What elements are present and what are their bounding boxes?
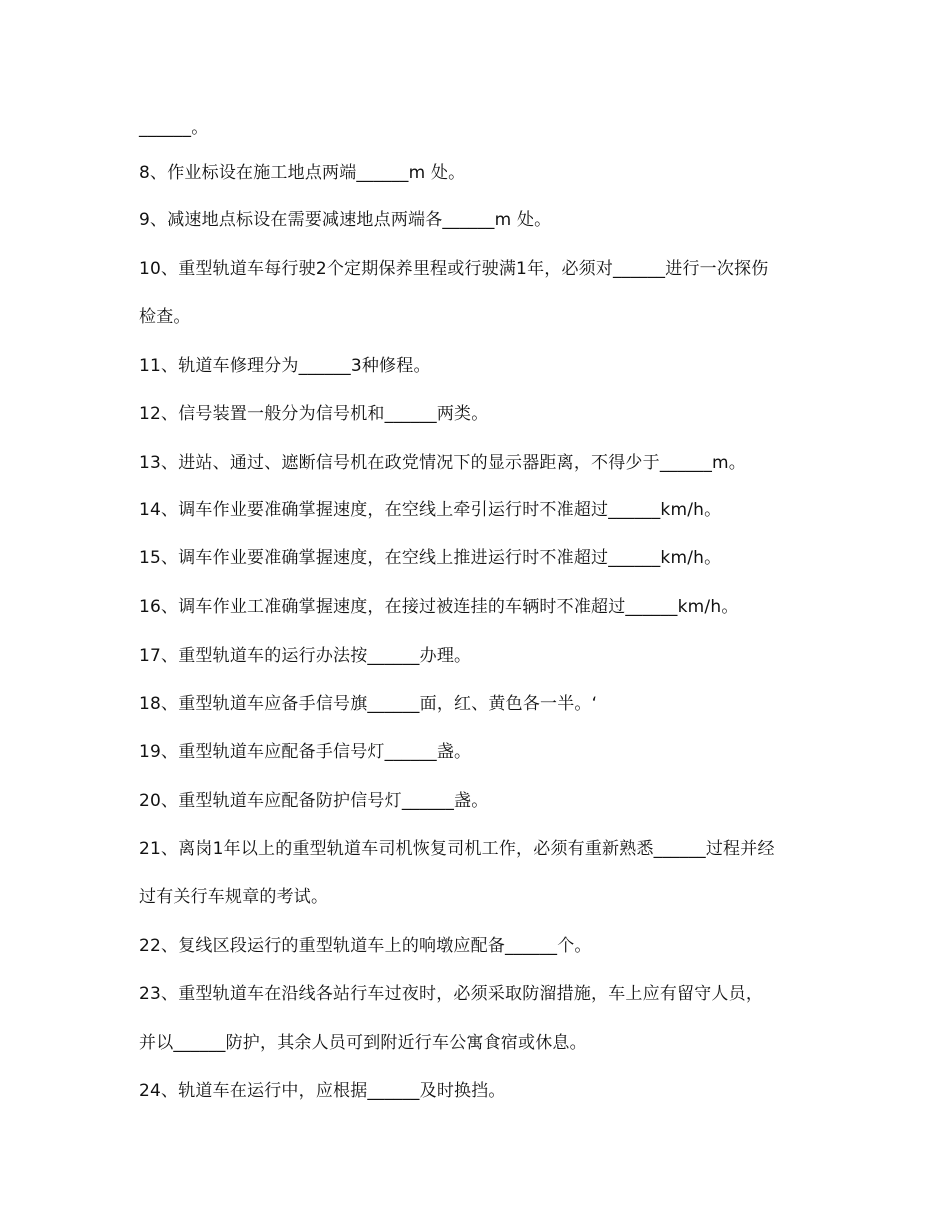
question-19: 19、重型轨道车应配备手信号灯______盏。 <box>139 742 472 762</box>
text-line-continuation: ______。 <box>139 118 209 138</box>
question-11: 11、轨道车修理分为______3种修程。 <box>139 356 431 376</box>
question-21: 21、离岗1年以上的重型轨道车司机恢复司机工作，必须有重新熟悉______过程并经 <box>139 839 775 859</box>
question-22: 22、复线区段运行的重型轨道车上的响墩应配备______个。 <box>139 936 592 956</box>
question-15: 15、调车作业要准确掌握速度，在空线上推进运行时不准超过______km/h。 <box>139 548 722 568</box>
question-10: 10、重型轨道车每行驶2个定期保养里程或行驶满1年，必须对______进行一次探伤 <box>139 259 769 279</box>
question-8: 8、作业标设在施工地点两端______m 处。 <box>139 163 466 183</box>
question-18: 18、重型轨道车应备手信号旗______面，红、黄色各一半。‘ <box>139 694 598 714</box>
question-23-continuation: 并以______防护，其余人员可到附近行车公寓食宿或休息。 <box>139 1033 587 1053</box>
question-24: 24、轨道车在运行中，应根据______及时换挡。 <box>139 1081 506 1101</box>
question-14: 14、调车作业要准确掌握速度，在空线上牵引运行时不准超过______km/h。 <box>139 500 722 520</box>
question-10-continuation: 检查。 <box>139 307 191 327</box>
question-21-continuation: 过有关行车规章的考试。 <box>139 887 329 907</box>
question-9: 9、减速地点标设在需要减速地点两端各______m 处。 <box>139 210 552 230</box>
question-12: 12、信号装置一般分为信号机和______两类。 <box>139 404 489 424</box>
question-23: 23、重型轨道车在沿线各站行车过夜时，必须采取防溜措施，车上应有留守人员， <box>139 984 764 1004</box>
question-16: 16、调车作业工准确掌握速度，在接过被连挂的车辆时不准超过______km/h。 <box>139 597 739 617</box>
question-17: 17、重型轨道车的运行办法按______办理。 <box>139 646 472 666</box>
question-20: 20、重型轨道车应配备防护信号灯______盏。 <box>139 791 489 811</box>
question-13: 13、进站、通过、遮断信号机在政党情况下的显示器距离，不得少于______m。 <box>139 453 746 473</box>
